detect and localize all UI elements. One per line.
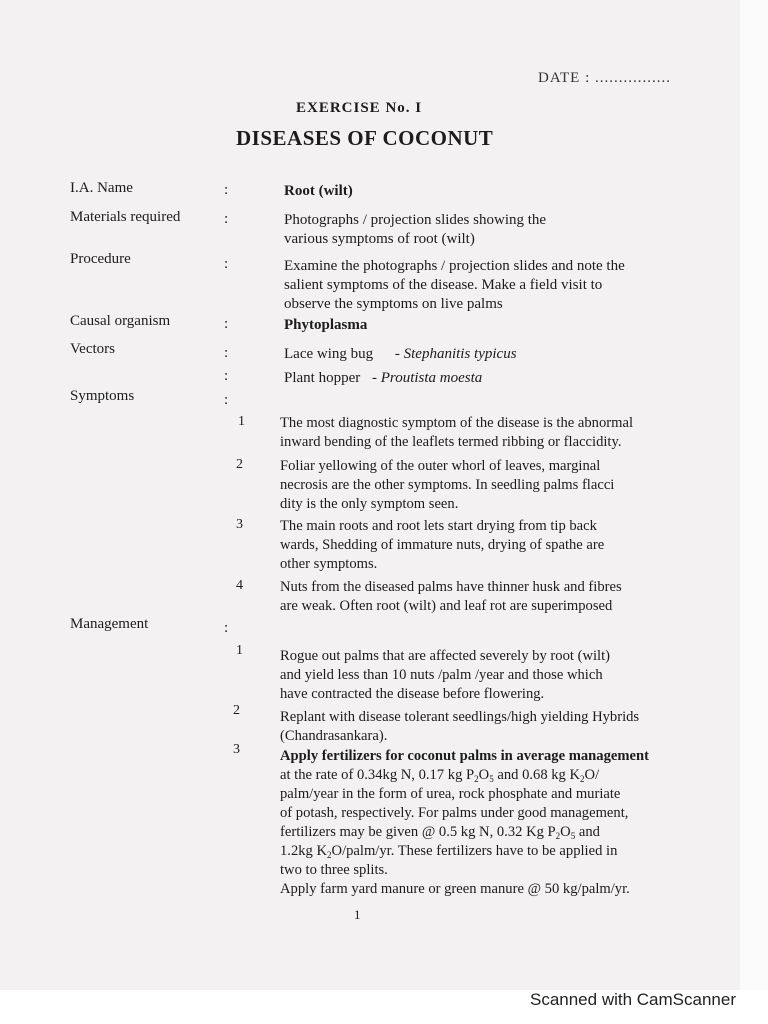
vector-2-dash: - (372, 370, 381, 386)
procedure-line-1: Examine the photographs / projection slides and note the (284, 258, 625, 274)
vector-1-scientific: Stephanitis typicus (403, 346, 517, 362)
symptom-3-number: 3 (236, 517, 243, 532)
management-4-line-1: Apply farm yard manure or green manure @ 50 kg/palm/yr. (280, 881, 630, 897)
page-title: DISEASES OF COCONUT (236, 126, 494, 150)
management-2-line-2: (Chandrasankara). (280, 728, 388, 744)
management-colon: : (224, 620, 229, 636)
vector-lace-wing-bug (284, 345, 517, 364)
procedure-label: Procedure (70, 251, 131, 267)
procedure-colon: : (224, 256, 229, 272)
management-3-line-1: Apply fertilizers for coconut palms in average management (280, 748, 649, 764)
management-3-line-4: of potash, respectively. For palms under good management, (280, 805, 629, 821)
management-3-line-5: fertilizers may be given @ 0.5 kg N, 0.32 Kg $P_2O_5$ and (280, 824, 600, 841)
management-1-line-2: and yield less than 10 nuts /palm /year and those which (280, 667, 603, 683)
vectors-colon-2: : (224, 368, 229, 384)
materials-label: Materials required (70, 209, 181, 225)
page-edge (740, 0, 768, 990)
vectors-label: Vectors (70, 341, 115, 357)
symptom-2-line-1: Foliar yellowing of the outer whorl of leaves, marginal (280, 458, 601, 474)
vector-1-dash: - (394, 346, 404, 362)
management-1-line-3: have contracted the disease before flowering. (280, 686, 545, 702)
causal-organism-value: Phytoplasma (284, 317, 368, 333)
symptom-4-number: 4 (236, 578, 243, 593)
symptom-2-line-3: dity is the only symptom seen. (280, 496, 459, 512)
vector-1-name: Lace wing bug (284, 346, 374, 362)
symptom-3-line-2: wards, Shedding of immature nuts, drying of spathe are (280, 537, 605, 553)
symptom-3-line-3: other symptoms. (280, 556, 378, 572)
vectors-colon: : (224, 345, 229, 361)
symptom-1-line-2: inward bending of the leaflets termed ribbing or flaccidity. (280, 434, 622, 450)
symptom-2-line-2: necrosis are the other symptoms. In seedling palms flacci (280, 477, 615, 493)
management-label: Management (70, 616, 149, 632)
procedure-line-3: observe the symptoms on live palms (284, 296, 503, 312)
management-3-number: 3 (233, 742, 240, 757)
date-field: DATE : ................ (538, 70, 671, 86)
symptom-1-line-1: The most diagnostic symptom of the disease is the abnormal (280, 415, 634, 431)
vector-2-name: Plant hopper (284, 370, 361, 386)
symptom-2-number: 2 (236, 457, 243, 472)
management-2-number: 2 (233, 703, 240, 718)
symptom-4-line-1: Nuts from the diseased palms have thinner husk and fibres (280, 579, 622, 595)
management-2-line-1: Replant with disease tolerant seedlings/high yielding Hybrids (280, 709, 640, 725)
scanner-watermark: Scanned with CamScanner (529, 990, 736, 1009)
ia-name-label: I.A. Name (70, 180, 133, 196)
symptoms-colon: : (224, 392, 229, 408)
materials-colon: : (224, 211, 229, 227)
management-3-line-6: 1.2kg $K_2O/palm/yr$. These fertilizers have to be applied in (280, 843, 618, 860)
causal-organism-colon: : (224, 316, 229, 332)
management-3-line-7: two to three splits. (280, 862, 388, 878)
vector-plant-hopper (284, 369, 482, 388)
materials-line-2: various symptoms of root (wilt) (284, 231, 475, 247)
exercise-number: EXERCISE No. I (296, 100, 423, 116)
ia-name-colon: : (224, 182, 229, 198)
symptoms-label: Symptoms (70, 388, 135, 404)
vector-2-scientific: Proutista moesta (380, 370, 483, 386)
symptom-1-number: 1 (238, 414, 245, 429)
ia-name-value: Root (wilt) (284, 183, 353, 199)
materials-line-1: Photographs / projection slides showing the (284, 212, 547, 228)
page-number: 1 (354, 907, 361, 922)
symptom-3-line-1: The main roots and root lets start drying from tip back (280, 518, 597, 534)
symptom-4-line-2: are weak. Often root (wilt) and leaf rot are superimposed (280, 598, 613, 614)
procedure-line-2: salient symptoms of the disease. Make a field visit to (284, 277, 603, 293)
causal-organism-label: Causal organism (70, 313, 171, 329)
management-3-line-3: palm/year in the form of urea, rock phosphate and muriate (280, 786, 621, 802)
management-1-line-1: Rogue out palms that are affected severely by root (wilt) (280, 648, 611, 664)
management-3-line-2: at the rate of 0.34kg N, 0.17 kg $P_2O_5$ and 0.68 kg $K_2O/$ (280, 767, 600, 784)
management-1-number: 1 (236, 643, 243, 658)
